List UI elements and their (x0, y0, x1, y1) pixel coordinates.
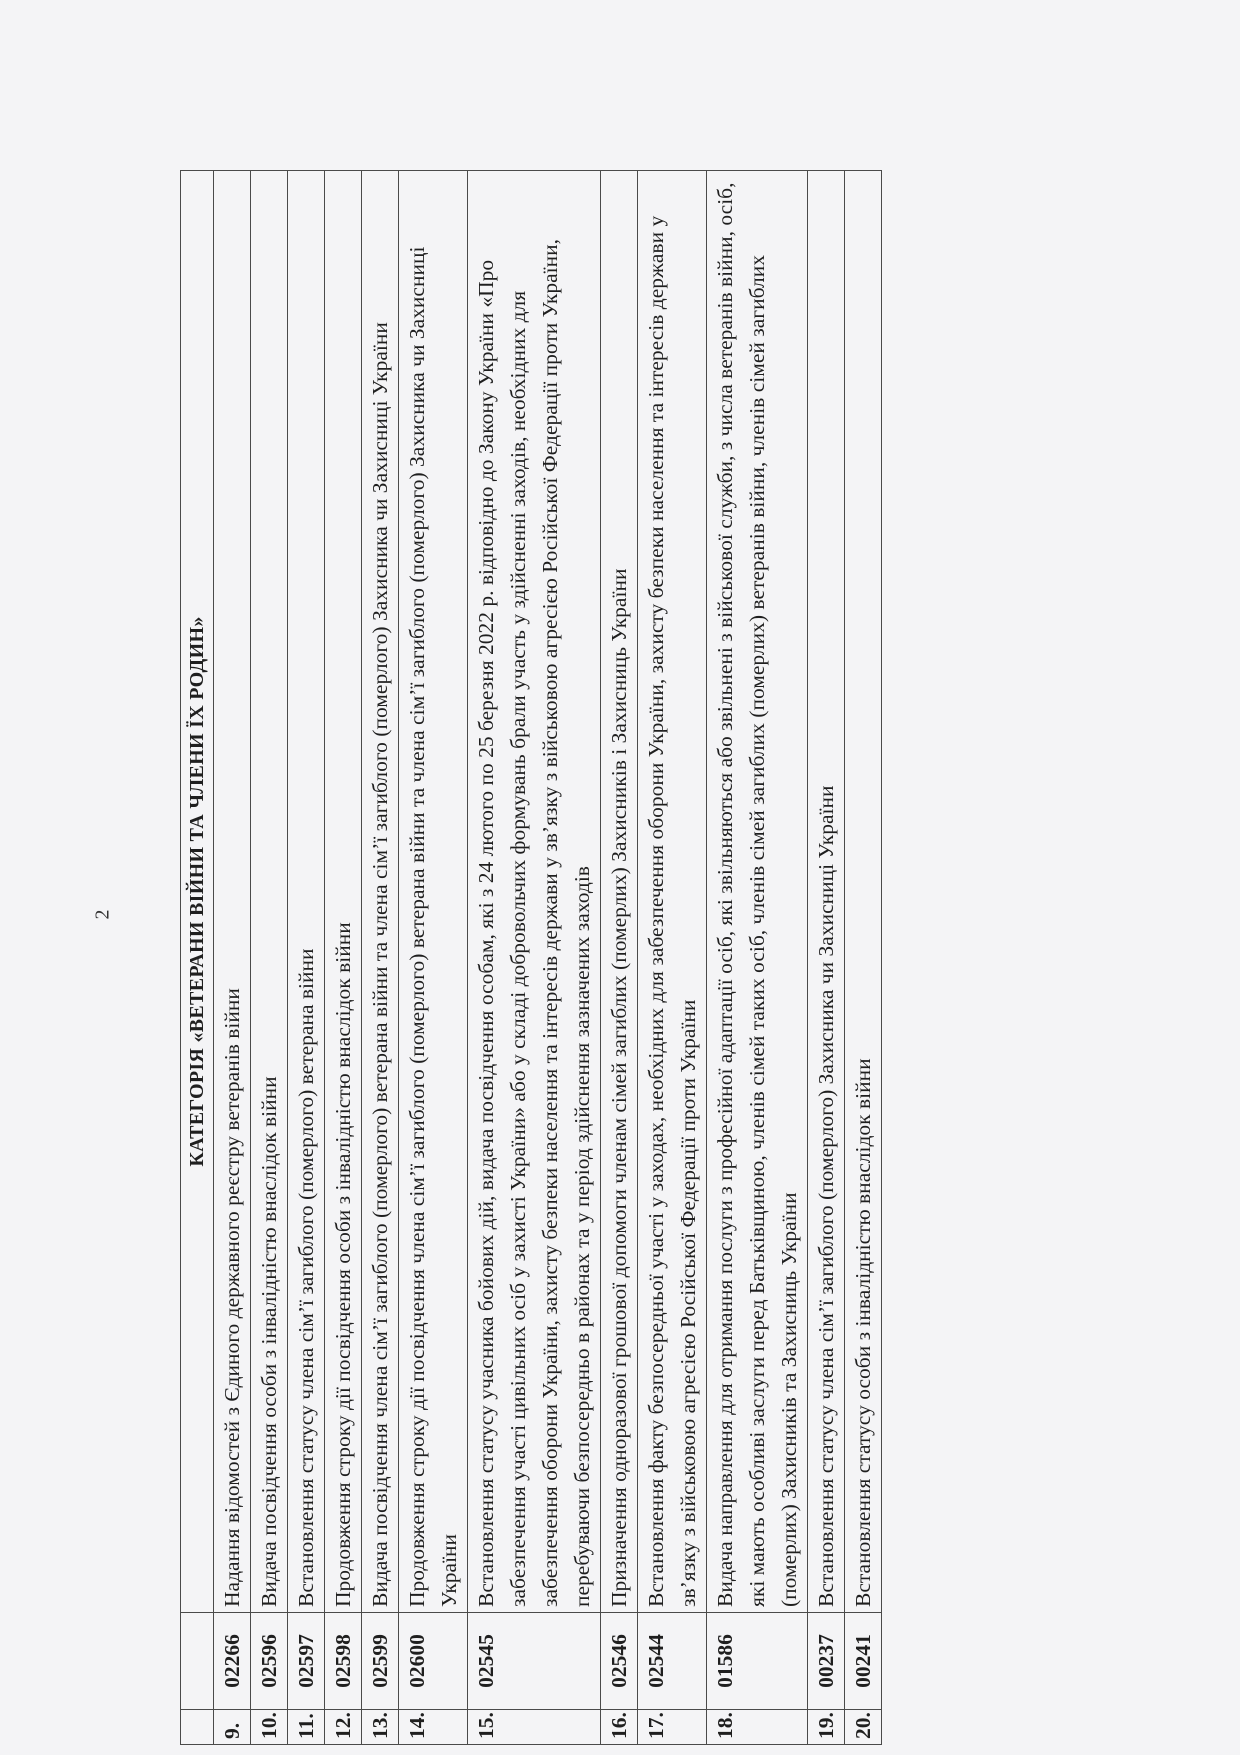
table-row (362, 171, 399, 1745)
row-number: 15. (468, 1710, 601, 1745)
table-body (181, 171, 882, 1745)
service-description: Встановлення статусу учасника бойових дій, видача посвідчення особам, які з 24 лютого по 25 березня 2022 р. відповідно до Закону України «Про забезпечення участі цивільних осіб у захисті України» або у складі добровольчих формувань брали участь у здійсненні заходів, необхідних для забезпечення оборони України, захисту безпеки населення та інтересів держави у зв’язку з військовою агресією Російської Федерації проти України, перебуваючи безпосередньо в районах та у період здійснення зазначених заходів (468, 171, 601, 1613)
service-code: 02545 (468, 1613, 601, 1710)
service-code: 02544 (638, 1613, 707, 1710)
row-number: 13. (362, 1710, 399, 1745)
service-description: Призначення одноразової грошової допомоги членам сімей загиблих (померлих) Захисників і Захисниць України (601, 171, 638, 1613)
table-row (601, 171, 638, 1745)
service-description: Видача направлення для отримання послуги з професійної адаптації осіб, які звільняються або звільнені з військової служби, з числа ветеранів війни, осіб, які мають особливі заслуги перед Батьківщиною, членів сімей таких осіб, членів сімей загиблих (померлих) ветеранів війни, членів сімей загиблих (померлих) Захисників та Захисниць України (707, 171, 808, 1613)
table-row (707, 171, 808, 1745)
row-number: 18. (707, 1710, 808, 1745)
service-code: 02266 (214, 1613, 251, 1710)
table-row (214, 171, 251, 1745)
table-row (288, 171, 325, 1745)
category-header-row (181, 171, 214, 1745)
service-description: Видача посвідчення члена сім’ї загиблого (померлого) ветерана війни та члена сім’ї загиблого (померлого) Захисника чи Захисниці України (362, 171, 399, 1613)
service-description: Встановлення статусу члена сім’ї загиблого (померлого) Захисника чи Захисниці України (808, 171, 845, 1613)
table-row (325, 171, 362, 1745)
table-row (638, 171, 707, 1745)
service-code: 02600 (399, 1613, 468, 1710)
service-code: 02546 (601, 1613, 638, 1710)
service-code: 02596 (251, 1613, 288, 1710)
row-number: 11. (288, 1710, 325, 1745)
service-code: 02598 (325, 1613, 362, 1710)
empty-code-header (181, 1613, 214, 1710)
page-number: 2 (91, 909, 114, 920)
table-row (399, 171, 468, 1745)
service-code: 02597 (288, 1613, 325, 1710)
table-row (468, 171, 601, 1745)
service-description: Продовження строку дії посвідчення особи з інвалідністю внаслідок війни (325, 171, 362, 1613)
row-number: 19. (808, 1710, 845, 1745)
service-code: 02599 (362, 1613, 399, 1710)
row-number: 10. (251, 1710, 288, 1745)
table-row (808, 171, 845, 1745)
service-description: Встановлення статусу члена сім’ї загиблого (померлого) ветерана війни (288, 171, 325, 1613)
row-number: 17. (638, 1710, 707, 1745)
empty-num-header (181, 1710, 214, 1745)
service-description: Продовження строку дії посвідчення члена сім’ї загиблого (померлого) ветерана війни та члена сім’ї загиблого (померлого) Захисника чи Захисниці України (399, 171, 468, 1613)
service-code: 01586 (707, 1613, 808, 1710)
category-title: КАТЕГОРІЯ «ВЕТЕРАНИ ВІЙНИ ТА ЧЛЕНИ ЇХ РОДИН» (181, 171, 214, 1613)
table-row (845, 171, 882, 1745)
service-description: Видача посвідчення особи з інвалідністю внаслідок війни (251, 171, 288, 1613)
row-number: 14. (399, 1710, 468, 1745)
row-number: 12. (325, 1710, 362, 1745)
service-code: 00241 (845, 1613, 882, 1710)
row-number: 9. (214, 1710, 251, 1745)
service-code: 00237 (808, 1613, 845, 1710)
row-number: 20. (845, 1710, 882, 1745)
service-description: Встановлення статусу особи з інвалідністю внаслідок війни (845, 171, 882, 1613)
services-table (180, 170, 882, 1745)
service-description: Встановлення факту безпосередньої участі у заходах, необхідних для забезпечення оборони України, захисту безпеки населення та інтересів держави у зв’язку з військовою агресією Російської Федерації проти України (638, 171, 707, 1613)
row-number: 16. (601, 1710, 638, 1745)
table-row (251, 171, 288, 1745)
service-description: Надання відомостей з Єдиного державного реєстру ветеранів війни (214, 171, 251, 1613)
